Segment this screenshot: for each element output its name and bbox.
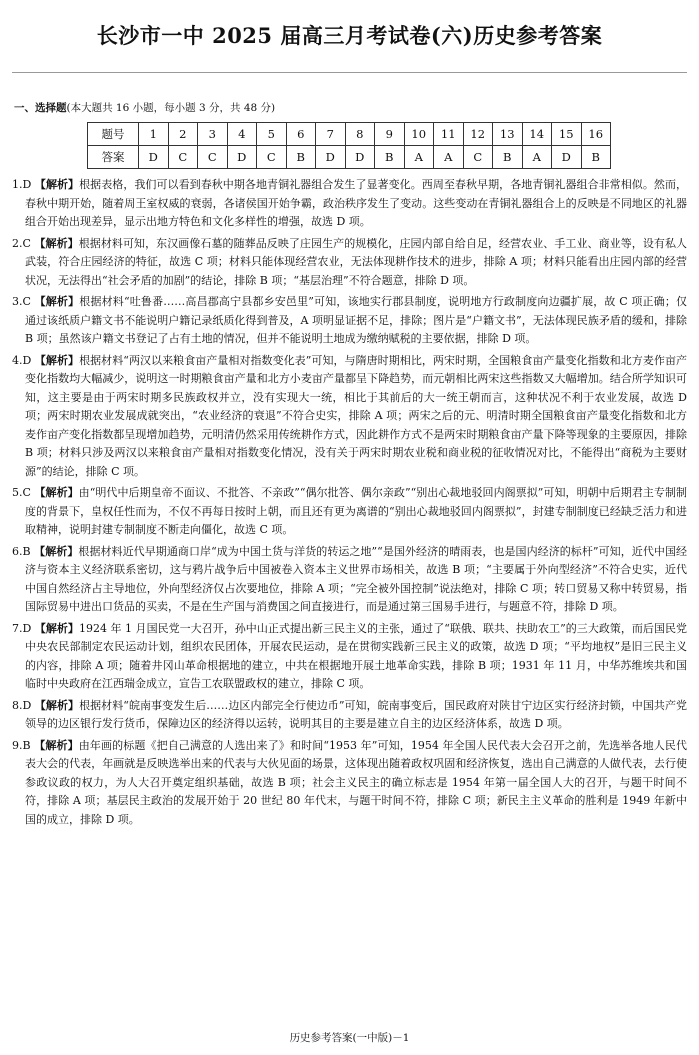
item-text: 根据材料近代早期通商口岸“成为中国土货与洋货的转运之地”“是国外经济的晴雨表，也是国内经济的标杆”可知，近代中国经济与资本主义经济联系密切，这与鸦片战争后中国被卷入资本主义世界市场相关，故选 B 项；“主要属于外向型经济”不符合史实，近代中国自然经济占主导地位，外向型经济仅占次要地位，排除 A 项；“完全被外国控制”说法绝对，排除 C 项；转口贸易又称中转贸易，指国际贸易中进出口货品的买卖，不是在生产国与消费国之间直接进行，而是通过第三国易手进行，与题意不符，排除 D 项。 [25,544,688,613]
analysis-tag: 【解析】 [34,486,79,499]
row-label-number: 题号 [88,123,139,146]
section-title: 一、选择题 [14,102,67,114]
section-note: (本大题共 16 小题，每小题 3 分，共 48 分) [66,102,276,114]
explanation-item [12,352,687,482]
analysis-tag: 【解析】 [34,698,80,712]
explanation-item [12,620,687,694]
answer-cell: D [227,146,257,169]
row-label-answer: 答案 [88,146,139,169]
title-divider [12,72,687,73]
explanation-item [12,176,687,232]
section-heading [14,100,275,115]
question-number-cell: 8 [345,123,375,146]
explanation-item [12,293,687,349]
answer-cell: D [139,146,169,169]
question-number-cell: 7 [316,123,346,146]
item-number: 1.D [12,178,32,191]
answer-cell: B [493,146,523,169]
analysis-tag: 【解析】 [34,738,79,752]
explanation-item [12,484,687,540]
answer-cell: C [168,146,198,169]
answer-cell: A [404,146,434,169]
answer-cell: D [345,146,375,169]
item-number: 4.D [12,353,32,367]
answer-cell: C [257,146,287,169]
answer-cell: A [522,146,552,169]
item-text: 由年画的标题《把自己满意的人选出来了》和时间“1953 年”可知，1954 年全国人民代表大会召开之前，先选举各地人民代表大会的代表，年画就是反映选举出来的代表与大伙见面的场景，这体现出随着政权巩固和经济恢复，选出自己满意的人做代表，去行使参政议政的权力，为人大召开奠定组织基础，故选 B 项；社会主义民主的确立标志是 1954 年第一届全国人大的召开，与题干时间不符，排除 A 项；基层民主政治的发展开始于 20 世纪 80 年代末，与题干时间不符，排除 C 项；新民主主义革命的胜利是 1949 年新中国的成立，排除 D 项。 [25,738,688,826]
answer-table-number-row [88,123,611,146]
answer-table-answer-row [88,146,611,169]
explanation-list [12,176,687,832]
answer-cell: B [581,146,611,169]
analysis-tag: 【解析】 [34,236,79,250]
answer-cell: B [375,146,405,169]
item-text: 根据表格，我们可以看到春秋中期各地青铜礼器组合发生了显著变化。西周至春秋早期，各地青铜礼器组合非常相似。然而，春秋中期开始，随着周王室权威的衰弱，各诸侯国开始争霸，政治秩序发生了变动。这些变动在青铜礼器组合上的反映是不同地区的礼器组合开始出现差异，显示出地方特色和文化多样性的增强，故选 D 项。 [25,178,688,228]
explanation-item [12,543,687,617]
question-number-cell: 4 [227,123,257,146]
question-number-cell: 16 [581,123,611,146]
analysis-tag: 【解析】 [34,353,80,367]
answer-cell: D [552,146,582,169]
question-number-cell: 11 [434,123,464,146]
question-number-cell: 1 [139,123,169,146]
explanation-item [12,737,687,830]
answer-cell: D [316,146,346,169]
item-number: 7.D [12,621,32,635]
page-footer: 历史参考答案(一中版)－1 [289,1032,410,1044]
item-number: 8.D [12,698,32,712]
item-text: 根据材料“两汉以来粮食亩产量相对指数变化表”可知，与隋唐时期相比，两宋时期，全国粮食亩产量变化指数和北方麦作亩产变化指数均大幅减少，说明这一时期粮食亩产量和北方小麦亩产量都呈下降趋势，而元朝相比两宋这些指数又大幅增加。结合所学知识可知，这主要是由于两宋时期多民族政权并立，没有实现大一统，相比于其前后的大一统王朝而言，这种状况不利于农业发展，故选 D 项；两宋时期农业发展成就突出，“农业经济的衰退”不符合史实，排除 A 项；两宋之后的元、明清时期全国粮食亩产量变化指数和北方麦作亩产变化指数都呈现增加趋势，元明清仍然采用传统耕作方式，因此耕作方式不是两宋时期粮食亩产量下降等现象的主要原因，排除 B 项；材料只涉及两汉以来粮食亩产量相对指数变化情况，没有关于两宋时期农业税和商业税的征收情况对比，不能得出“商税为主要财源”的结论，排除 C 项。 [25,353,687,478]
analysis-tag: 【解析】 [34,178,80,191]
question-number-cell: 5 [257,123,287,146]
answer-cell: B [286,146,316,169]
item-number: 2.C [12,236,31,250]
answer-table [87,122,611,169]
question-number-cell: 10 [404,123,434,146]
answer-cell: C [463,146,493,169]
question-number-cell: 13 [493,123,523,146]
item-text: 根据材料“皖南事变发生后……边区内部完全行使边币”可知，皖南事变后，国民政府对陕甘宁边区实行经济封锁，中国共产党领导的边区银行发行货币，保障边区的经济得以运转，说明其目的主要是建立自主的边区经济体系，故选 D 项。 [25,698,687,730]
item-text: 根据材料“吐鲁番……高昌郡高宁县都乡安邑里”可知，该地实行郡县制度，说明地方行政制度向边疆扩展，故 C 项正确；仅通过该纸质户籍文书不能说明户籍记录纸质化得到普及，A 项明显证据不足，排除；图片是“户籍文书”，无法体现民族矛盾的缓和，排除 B 项；虽然该户籍文书登记了占有土地的情况，但并不能说明土地成为缴纳赋税的主要依据，排除 D 项。 [25,295,688,345]
answer-cell: C [198,146,228,169]
page-title: 长沙市一中 2025 届高三月考试卷(六)历史参考答案 [96,23,603,48]
question-number-cell: 14 [522,123,552,146]
question-number-cell: 2 [168,123,198,146]
item-number: 9.B [12,738,31,752]
question-number-cell: 15 [552,123,582,146]
analysis-tag: 【解析】 [34,544,79,558]
item-text: 由“明代中后期皇帝不面议、不批答、不亲政”“偶尔批答、偶尔亲政”“别出心裁地驳回内阁票拟”可知，明朝中后期君主专制制度的背景下，皇权任性而为，不仅不再每日按时上朝，而且还有更为离谱的“别出心裁地驳回内阁票拟”，封建专制制度已经缺乏活力和进取精神，说明封建专制制度不断走向僵化，故选 C 项。 [25,486,688,536]
question-number-cell: 3 [198,123,228,146]
analysis-tag: 【解析】 [34,295,80,308]
explanation-item [12,235,687,291]
explanation-item [12,697,687,734]
item-number: 6.B [12,544,31,558]
item-text: 根据材料可知，东汉画像石墓的随葬品反映了庄园生产的规模化，庄园内部自给自足，经营农业、手工业、商业等，设有私人武装，符合庄园经济的特征，故选 C 项；材料只能体现经营农业，无法体现耕作技术的进步，排除 A 项；材料只能看出庄园内部的经营状况，无法得出“社会矛盾的加剧”的结论，排除 B 项；“基层治理”不符合题意，排除 D 项。 [25,236,688,287]
analysis-tag: 【解析】 [34,621,79,635]
question-number-cell: 6 [286,123,316,146]
answer-cell: A [434,146,464,169]
item-number: 5.C [12,486,31,499]
question-number-cell: 12 [463,123,493,146]
question-number-cell: 9 [375,123,405,146]
item-text: 1924 年 1 月国民党一大召开，孙中山正式提出新三民主义的主张，通过了“联俄、联共、扶助农工”的三大政策，而后国民党中央农民部制定农民运动计划，组织农民团体，开展农民运动，是在贯彻实践新三民主义的政策，故选 D 项；“平均地权”是旧三民主义的内容，排除 A 项；随着井冈山革命根据地的建立，中共在根据地开展土地革命实践，排除 B 项；1931 年 11 月，中华苏维埃共和国临时中央政府在江西瑞金成立，宣告工农联盟政权的建立，排除 C 项。 [25,621,688,690]
item-number: 3.C [12,295,31,308]
